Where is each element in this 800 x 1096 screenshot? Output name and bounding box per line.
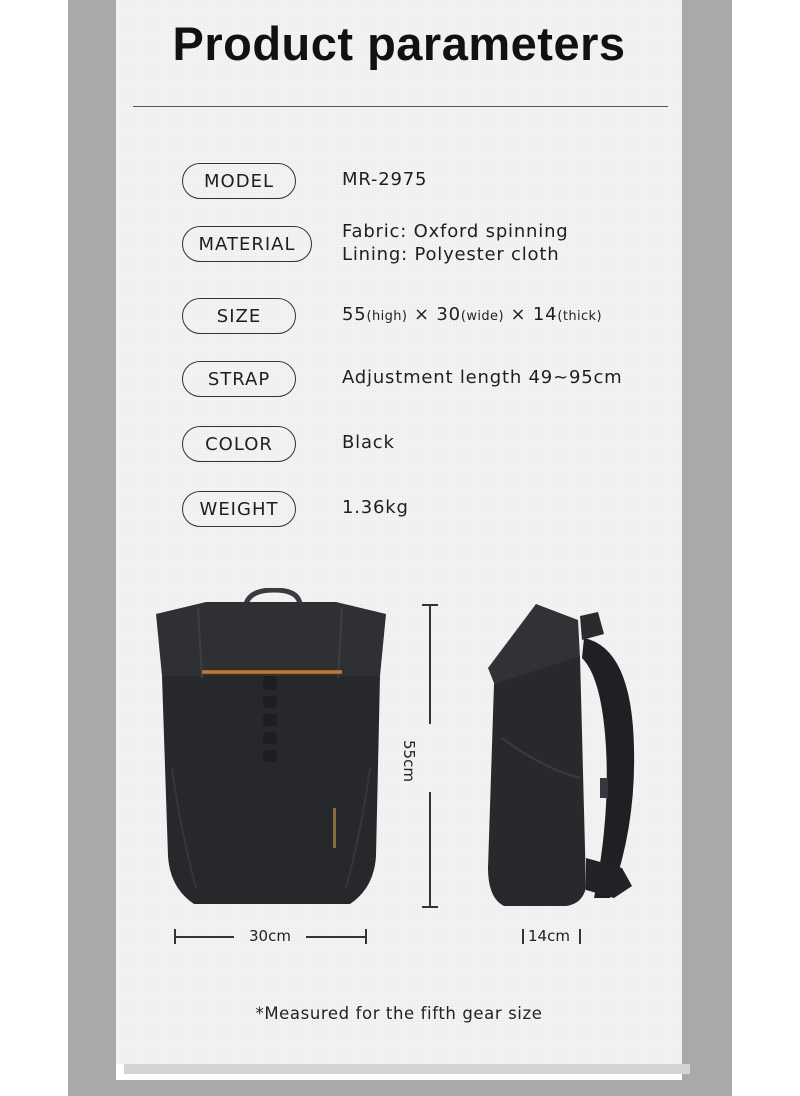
backpack-side-image xyxy=(482,598,642,920)
model-label-pill: MODEL xyxy=(182,163,296,199)
depth-dim-right-tick xyxy=(579,929,581,944)
color-value: Black xyxy=(342,432,395,453)
depth-dim-label: 14cm xyxy=(528,927,570,945)
frame-bottom xyxy=(68,1080,732,1096)
model-value: MR-2975 xyxy=(342,169,428,190)
color-label-pill: COLOR xyxy=(182,426,296,462)
size-wide-unit: (wide) xyxy=(460,309,504,324)
strap-label-pill: STRAP xyxy=(182,361,296,397)
size-thick: 14 xyxy=(532,304,558,325)
weight-label-pill: WEIGHT xyxy=(182,491,296,527)
material-lining: Lining: Polyester cloth xyxy=(342,244,560,265)
size-value xyxy=(342,304,602,325)
height-dim-line-top xyxy=(429,604,431,724)
material-label-pill: MATERIAL xyxy=(182,226,312,262)
width-dim-line-right xyxy=(306,936,366,938)
width-dim-right-tick xyxy=(365,929,367,944)
size-sep-2: × xyxy=(510,304,527,325)
width-dim-label: 30cm xyxy=(249,927,291,945)
size-sep-1: × xyxy=(413,304,430,325)
backpack-front-image xyxy=(150,588,392,914)
height-dim-line-bottom xyxy=(429,792,431,906)
size-high-unit: (high) xyxy=(366,309,408,324)
page-title: Product parameters xyxy=(172,17,626,70)
depth-dim-left-tick xyxy=(522,929,524,944)
weight-value: 1.36kg xyxy=(342,497,409,518)
size-wide: 30 xyxy=(436,304,461,325)
size-thick-unit: (thick) xyxy=(557,309,602,324)
title-divider xyxy=(133,106,668,107)
height-dim-label: 55cm xyxy=(400,740,418,782)
width-dim-line-left xyxy=(174,936,234,938)
measurement-note: *Measured for the fifth gear size xyxy=(255,1004,543,1023)
size-label-pill: SIZE xyxy=(182,298,296,334)
size-high: 55 xyxy=(342,304,367,325)
card-shadow xyxy=(124,1064,690,1074)
frame-left xyxy=(68,0,116,1096)
material-value xyxy=(342,220,569,266)
material-fabric: Fabric: Oxford spinning xyxy=(342,221,569,242)
frame-right xyxy=(682,0,732,1096)
strap-value: Adjustment length 49~95cm xyxy=(342,367,623,388)
height-dim-bottom-tick xyxy=(422,906,438,908)
